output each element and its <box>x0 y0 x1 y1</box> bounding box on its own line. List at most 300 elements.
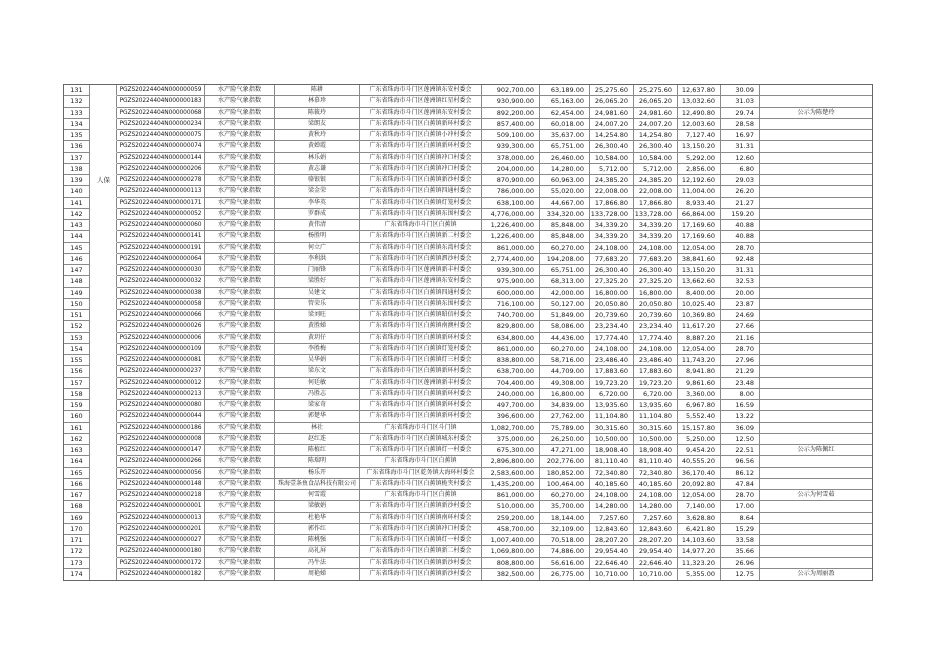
policy-id-cell: PGZS20224404N000000064 <box>117 254 205 265</box>
area-cell: 36.09 <box>721 423 760 434</box>
insured-name-cell: 赵红连 <box>275 434 360 445</box>
seq-cell: 160 <box>64 411 90 422</box>
subsidy-a-cell: 23,234.40 <box>590 321 634 332</box>
policy-id-cell: PGZS20224404N000000218 <box>117 490 205 501</box>
table-row <box>64 344 872 355</box>
product-cell: 水产险气象指数 <box>205 344 275 355</box>
premium-cell: 32,109.00 <box>540 524 590 535</box>
self-pay-cell: 15,157.80 <box>678 423 721 434</box>
note-cell <box>760 186 872 197</box>
insured-name-cell: 陈瑞明 <box>275 456 360 467</box>
subsidy-b-cell: 20,739.60 <box>634 310 678 321</box>
table-row <box>64 164 872 175</box>
product-cell: 水产险气象指数 <box>205 198 275 209</box>
product-cell: 水产险气象指数 <box>205 164 275 175</box>
self-pay-cell: 12,003.60 <box>678 119 721 130</box>
insurer-cell <box>90 153 117 164</box>
note-cell <box>760 175 872 186</box>
table-row <box>64 535 872 546</box>
product-cell: 水产险气象指数 <box>205 243 275 254</box>
premium-cell: 202,776.00 <box>540 456 590 467</box>
area-cell: 17.00 <box>721 501 760 512</box>
product-cell: 水产险气象指数 <box>205 546 275 557</box>
insured-name-cell: 陈耕 <box>275 85 360 96</box>
seq-cell: 174 <box>64 569 90 580</box>
insured-amount-cell: 857,400.00 <box>482 119 540 130</box>
table-row <box>64 456 872 467</box>
product-cell: 水产险气象指数 <box>205 153 275 164</box>
insurer-cell <box>90 288 117 299</box>
note-cell <box>760 276 872 287</box>
area-cell: 47.84 <box>721 479 760 490</box>
insurer-cell <box>90 130 117 141</box>
area-cell: 31.31 <box>721 265 760 276</box>
seq-cell: 154 <box>64 344 90 355</box>
product-cell: 水产险气象指数 <box>205 96 275 107</box>
insured-amount-cell: 902,700.00 <box>482 85 540 96</box>
premium-cell: 60,963.00 <box>540 175 590 186</box>
insured-name-cell: 梁刘旺 <box>275 310 360 321</box>
insurer-cell <box>90 119 117 130</box>
product-cell: 水产险气象指数 <box>205 490 275 501</box>
product-cell: 水产险气象指数 <box>205 85 275 96</box>
subsidy-a-cell: 24,108.00 <box>590 243 634 254</box>
subsidy-a-cell: 24,385.20 <box>590 175 634 186</box>
self-pay-cell: 14,103.60 <box>678 535 721 546</box>
note-cell <box>760 288 872 299</box>
self-pay-cell: 5,552.40 <box>678 411 721 422</box>
insurer-cell <box>90 220 117 231</box>
insurer-cell <box>90 513 117 524</box>
area-cell: 29.74 <box>721 108 760 119</box>
subsidy-b-cell: 29,954.40 <box>634 546 678 557</box>
insurer-cell <box>90 175 117 186</box>
insurer-cell <box>90 434 117 445</box>
seq-cell: 162 <box>64 434 90 445</box>
product-cell: 水产险气象指数 <box>205 108 275 119</box>
table-rows <box>64 85 872 580</box>
area-cell: 40.88 <box>721 220 760 231</box>
subsidy-b-cell: 10,500.00 <box>634 434 678 445</box>
insured-amount-cell: 740,700.00 <box>482 310 540 321</box>
village-cell: 广东省珠海市斗门区白蕉镇新二村委会 <box>360 546 482 557</box>
village-cell: 广东省珠海市斗门区莲洲镇红星村委会 <box>360 96 482 107</box>
self-pay-cell: 17,169.60 <box>678 220 721 231</box>
premium-cell: 70,518.00 <box>540 535 590 546</box>
self-pay-cell: 8,887.20 <box>678 333 721 344</box>
product-cell: 水产险气象指数 <box>205 254 275 265</box>
area-cell: 16.59 <box>721 400 760 411</box>
village-cell: 广东省珠海市斗门区白蕉镇冲口村委会 <box>360 164 482 175</box>
area-cell: 86.12 <box>721 468 760 479</box>
area-cell: 31.03 <box>721 96 760 107</box>
insured-name-cell: 黄胜娣 <box>275 321 360 332</box>
table-row <box>64 96 872 107</box>
policy-id-cell: PGZS20224404N000000191 <box>117 243 205 254</box>
note-cell <box>760 344 872 355</box>
insured-name-cell: 梁金荣 <box>275 186 360 197</box>
policy-id-cell: PGZS20224404N000000213 <box>117 389 205 400</box>
seq-cell: 151 <box>64 310 90 321</box>
premium-cell: 194,208.00 <box>540 254 590 265</box>
policy-id-cell: PGZS20224404N000000080 <box>117 400 205 411</box>
note-cell <box>760 524 872 535</box>
self-pay-cell: 11,004.00 <box>678 186 721 197</box>
subsidy-table <box>63 84 873 581</box>
area-cell: 21.29 <box>721 366 760 377</box>
seq-cell: 173 <box>64 558 90 569</box>
insured-amount-cell: 975,900.00 <box>482 276 540 287</box>
premium-cell: 44,436.00 <box>540 333 590 344</box>
area-cell: 22.51 <box>721 445 760 456</box>
product-cell: 水产险气象指数 <box>205 389 275 400</box>
self-pay-cell: 12,192.60 <box>678 175 721 186</box>
seq-cell: 157 <box>64 378 90 389</box>
village-cell: 广东省珠海市斗门区白蕉镇新环村委会 <box>360 389 482 400</box>
product-cell: 水产险气象指数 <box>205 321 275 332</box>
area-cell: 40.88 <box>721 231 760 242</box>
insurer-cell <box>90 164 117 175</box>
area-cell: 28.58 <box>721 119 760 130</box>
premium-cell: 14,280.00 <box>540 164 590 175</box>
product-cell: 水产险气象指数 <box>205 186 275 197</box>
premium-cell: 26,460.00 <box>540 153 590 164</box>
note-cell <box>760 423 872 434</box>
self-pay-cell: 9,454.20 <box>678 445 721 456</box>
area-cell: 21.27 <box>721 198 760 209</box>
subsidy-b-cell: 17,866.80 <box>634 198 678 209</box>
village-cell: 广东省珠海市斗门区白蕉镇昭信村委会 <box>360 310 482 321</box>
note-cell <box>760 366 872 377</box>
insurer-cell <box>90 198 117 209</box>
village-cell: 广东省珠海市斗门区白蕉镇灯三村委会 <box>360 355 482 366</box>
premium-cell: 26,775.00 <box>540 569 590 580</box>
insured-name-cell: 珠海壹条鱼食品科技有限公司 <box>275 479 360 490</box>
policy-id-cell: PGZS20224404N000000206 <box>117 164 205 175</box>
subsidy-b-cell: 28,207.20 <box>634 535 678 546</box>
insured-name-cell: 吴华娟 <box>275 355 360 366</box>
policy-id-cell: PGZS20224404N000000075 <box>117 130 205 141</box>
insured-amount-cell: 704,400.00 <box>482 378 540 389</box>
table-row <box>64 186 872 197</box>
table-row <box>64 558 872 569</box>
policy-id-cell: PGZS20224404N000000052 <box>117 209 205 220</box>
insured-amount-cell: 1,226,400.00 <box>482 220 540 231</box>
insurer-cell <box>90 355 117 366</box>
seq-cell: 158 <box>64 389 90 400</box>
insurer-cell <box>90 254 117 265</box>
table-row <box>64 276 872 287</box>
subsidy-b-cell: 17,774.40 <box>634 333 678 344</box>
subsidy-b-cell: 72,340.80 <box>634 468 678 479</box>
self-pay-cell: 12,490.80 <box>678 108 721 119</box>
insured-amount-cell: 892,200.00 <box>482 108 540 119</box>
subsidy-a-cell: 24,007.20 <box>590 119 634 130</box>
premium-cell: 44,709.00 <box>540 366 590 377</box>
insured-amount-cell: 204,000.00 <box>482 164 540 175</box>
premium-cell: 35,700.00 <box>540 501 590 512</box>
insured-amount-cell: 786,000.00 <box>482 186 540 197</box>
insurer-cell <box>90 468 117 479</box>
note-cell <box>760 411 872 422</box>
seq-cell: 163 <box>64 445 90 456</box>
subsidy-a-cell: 10,710.00 <box>590 569 634 580</box>
insurer-merged-label: 人保 <box>97 176 110 184</box>
subsidy-a-cell: 72,340.80 <box>590 468 634 479</box>
area-cell: 28.70 <box>721 243 760 254</box>
note-cell <box>760 299 872 310</box>
premium-cell: 58,716.00 <box>540 355 590 366</box>
self-pay-cell: 36,170.40 <box>678 468 721 479</box>
village-cell: 广东省珠海市斗门区莲洲镇东安村委会 <box>360 108 482 119</box>
product-cell: 水产险气象指数 <box>205 209 275 220</box>
premium-cell: 51,849.00 <box>540 310 590 321</box>
area-cell: 12.75 <box>721 569 760 580</box>
note-cell <box>760 198 872 209</box>
note-cell <box>760 434 872 445</box>
self-pay-cell: 66,864.00 <box>678 209 721 220</box>
premium-cell: 42,000.00 <box>540 288 590 299</box>
policy-id-cell: PGZS20224404N000000032 <box>117 276 205 287</box>
insurer-cell <box>90 501 117 512</box>
premium-cell: 60,270.00 <box>540 490 590 501</box>
village-cell: 广东省珠海市斗门区白蕉镇 <box>360 456 482 467</box>
area-cell: 23.87 <box>721 299 760 310</box>
self-pay-cell: 11,617.20 <box>678 321 721 332</box>
policy-id-cell: PGZS20224404N000000030 <box>117 265 205 276</box>
subsidy-a-cell: 26,300.40 <box>590 265 634 276</box>
subsidy-a-cell: 10,584.00 <box>590 153 634 164</box>
policy-id-cell: PGZS20224404N000000141 <box>117 231 205 242</box>
table-row <box>64 378 872 389</box>
area-cell: 6.80 <box>721 164 760 175</box>
self-pay-cell: 7,127.40 <box>678 130 721 141</box>
premium-cell: 65,751.00 <box>540 141 590 152</box>
product-cell: 水产险气象指数 <box>205 569 275 580</box>
insurer-cell <box>90 569 117 580</box>
policy-id-cell: PGZS20224404N000000266 <box>117 456 205 467</box>
note-cell <box>760 479 872 490</box>
product-cell: 水产险气象指数 <box>205 400 275 411</box>
table-row <box>64 468 872 479</box>
policy-id-cell: PGZS20224404N000000012 <box>117 378 205 389</box>
village-cell: 广东省珠海市斗门区白蕉镇泗沙村委会 <box>360 254 482 265</box>
insurer-cell <box>90 85 117 96</box>
seq-cell: 159 <box>64 400 90 411</box>
subsidy-a-cell: 24,981.60 <box>590 108 634 119</box>
note-cell <box>760 141 872 152</box>
product-cell: 水产险气象指数 <box>205 355 275 366</box>
self-pay-cell: 20,092.80 <box>678 479 721 490</box>
subsidy-b-cell: 23,486.40 <box>634 355 678 366</box>
product-cell: 水产险气象指数 <box>205 423 275 434</box>
insurer-cell <box>90 96 117 107</box>
subsidy-a-cell: 10,500.00 <box>590 434 634 445</box>
table-row <box>64 434 872 445</box>
subsidy-a-cell: 29,954.40 <box>590 546 634 557</box>
subsidy-b-cell: 10,584.00 <box>634 153 678 164</box>
seq-cell: 146 <box>64 254 90 265</box>
insured-name-cell: 郭作红 <box>275 524 360 535</box>
insured-amount-cell: 829,800.00 <box>482 321 540 332</box>
table-row <box>64 423 872 434</box>
premium-cell: 100,464.00 <box>540 479 590 490</box>
table-row <box>64 389 872 400</box>
policy-id-cell: PGZS20224404N000000148 <box>117 479 205 490</box>
premium-cell: 44,667.00 <box>540 198 590 209</box>
self-pay-cell: 5,292.00 <box>678 153 721 164</box>
area-cell: 8.64 <box>721 513 760 524</box>
subsidy-a-cell: 14,254.80 <box>590 130 634 141</box>
product-cell: 水产险气象指数 <box>205 524 275 535</box>
village-cell: 广东省珠海市斗门区白蕉镇新环村委会 <box>360 119 482 130</box>
insurer-cell <box>90 108 117 119</box>
subsidy-b-cell: 26,300.40 <box>634 141 678 152</box>
note-cell <box>760 546 872 557</box>
insured-amount-cell: 870,900.00 <box>482 175 540 186</box>
village-cell: 广东省珠海市斗门区白蕉镇四通村委会 <box>360 288 482 299</box>
insurer-cell <box>90 344 117 355</box>
seq-cell: 137 <box>64 153 90 164</box>
insured-name-cell: 李胜梅 <box>275 344 360 355</box>
insured-name-cell: 黄伟清 <box>275 220 360 231</box>
policy-id-cell: PGZS20224404N000000234 <box>117 119 205 130</box>
subsidy-a-cell: 27,325.20 <box>590 276 634 287</box>
table-row <box>64 108 872 119</box>
premium-cell: 55,020.00 <box>540 186 590 197</box>
subsidy-a-cell: 5,712.00 <box>590 164 634 175</box>
product-cell: 水产险气象指数 <box>205 434 275 445</box>
policy-id-cell: PGZS20224404N000000237 <box>117 366 205 377</box>
table-row <box>64 355 872 366</box>
policy-id-cell: PGZS20224404N000000008 <box>117 434 205 445</box>
policy-id-cell: PGZS20224404N000000109 <box>117 344 205 355</box>
village-cell: 广东省珠海市斗门区白蕉镇东湾村委会 <box>360 243 482 254</box>
insured-name-cell: 梁东文 <box>275 366 360 377</box>
note-cell <box>760 220 872 231</box>
product-cell: 水产险气象指数 <box>205 411 275 422</box>
insured-name-cell: 陈筱玲 <box>275 108 360 119</box>
insured-amount-cell: 2,583,600.00 <box>482 468 540 479</box>
note-cell: 公示为陈楚玲 <box>760 108 872 119</box>
insurer-cell <box>90 535 117 546</box>
insured-amount-cell: 861,000.00 <box>482 344 540 355</box>
insured-name-cell: 李华英 <box>275 198 360 209</box>
policy-id-cell: PGZS20224404N000000026 <box>117 321 205 332</box>
seq-cell: 153 <box>64 333 90 344</box>
note-cell <box>760 119 872 130</box>
area-cell: 27.96 <box>721 355 760 366</box>
insured-amount-cell: 240,000.00 <box>482 389 540 400</box>
self-pay-cell: 8,941.80 <box>678 366 721 377</box>
village-cell: 广东省珠海市斗门区白蕉镇新沙村委会 <box>360 175 482 186</box>
insured-amount-cell: 2,774,400.00 <box>482 254 540 265</box>
self-pay-cell: 3,628.80 <box>678 513 721 524</box>
area-cell: 96.56 <box>721 456 760 467</box>
table-row <box>64 130 872 141</box>
note-cell <box>760 96 872 107</box>
insured-name-cell: 陈植红 <box>275 445 360 456</box>
insurer-cell <box>90 490 117 501</box>
subsidy-b-cell: 17,883.60 <box>634 366 678 377</box>
seq-cell: 145 <box>64 243 90 254</box>
seq-cell: 134 <box>64 119 90 130</box>
policy-id-cell: PGZS20224404N000000147 <box>117 445 205 456</box>
village-cell: 广东省珠海市斗门区斗门镇 <box>360 423 482 434</box>
subsidy-b-cell: 81,110.40 <box>634 456 678 467</box>
insured-amount-cell: 939,300.00 <box>482 141 540 152</box>
subsidy-b-cell: 77,683.20 <box>634 254 678 265</box>
village-cell: 广东省珠海市斗门区白蕉镇灯一村委会 <box>360 535 482 546</box>
area-cell: 26.96 <box>721 558 760 569</box>
insured-amount-cell: 600,000.00 <box>482 288 540 299</box>
self-pay-cell: 10,369.80 <box>678 310 721 321</box>
insured-name-cell: 梁朗友 <box>275 119 360 130</box>
insured-amount-cell: 808,800.00 <box>482 558 540 569</box>
insurer-cell <box>90 141 117 152</box>
insurer-cell <box>90 209 117 220</box>
policy-id-cell: PGZS20224404N000000013 <box>117 513 205 524</box>
policy-id-cell: PGZS20224404N000000172 <box>117 558 205 569</box>
table-row <box>64 141 872 152</box>
self-pay-cell: 38,841.60 <box>678 254 721 265</box>
premium-cell: 35,637.00 <box>540 130 590 141</box>
seq-cell: 139 <box>64 175 90 186</box>
product-cell: 水产险气象指数 <box>205 501 275 512</box>
subsidy-b-cell: 25,275.60 <box>634 85 678 96</box>
area-cell: 92.48 <box>721 254 760 265</box>
subsidy-a-cell: 6,720.00 <box>590 389 634 400</box>
premium-cell: 63,189.00 <box>540 85 590 96</box>
area-cell: 33.58 <box>721 535 760 546</box>
insurer-cell <box>90 378 117 389</box>
product-cell: 水产险气象指数 <box>205 456 275 467</box>
insurer-cell <box>90 265 117 276</box>
insured-amount-cell: 510,000.00 <box>482 501 540 512</box>
seq-cell: 147 <box>64 265 90 276</box>
note-cell <box>760 85 872 96</box>
product-cell: 水产险气象指数 <box>205 231 275 242</box>
seq-cell: 161 <box>64 423 90 434</box>
note-cell <box>760 153 872 164</box>
product-cell: 水产险气象指数 <box>205 310 275 321</box>
insurer-cell <box>90 558 117 569</box>
area-cell: 15.29 <box>721 524 760 535</box>
seq-cell: 140 <box>64 186 90 197</box>
subsidy-b-cell: 24,385.20 <box>634 175 678 186</box>
subsidy-a-cell: 28,207.20 <box>590 535 634 546</box>
village-cell: 广东省珠海市斗门区白蕉镇桅夹村委会 <box>360 479 482 490</box>
village-cell: 广东省珠海市斗门区白蕉镇南环村委会 <box>360 513 482 524</box>
self-pay-cell: 9,861.60 <box>678 378 721 389</box>
area-cell: 13.22 <box>721 411 760 422</box>
subsidy-a-cell: 18,908.40 <box>590 445 634 456</box>
seq-cell: 136 <box>64 141 90 152</box>
table-row <box>64 231 872 242</box>
insured-amount-cell: 638,700.00 <box>482 366 540 377</box>
table-row <box>64 153 872 164</box>
insured-name-cell: 陈桃强 <box>275 535 360 546</box>
seq-cell: 164 <box>64 456 90 467</box>
subsidy-b-cell: 22,008.00 <box>634 186 678 197</box>
insured-amount-cell: 396,600.00 <box>482 411 540 422</box>
premium-cell: 75,789.00 <box>540 423 590 434</box>
insured-name-cell: 梁敏娟 <box>275 501 360 512</box>
insured-name-cell: 李利洪 <box>275 254 360 265</box>
seq-cell: 155 <box>64 355 90 366</box>
subsidy-b-cell: 24,108.00 <box>634 490 678 501</box>
subsidy-a-cell: 23,486.40 <box>590 355 634 366</box>
